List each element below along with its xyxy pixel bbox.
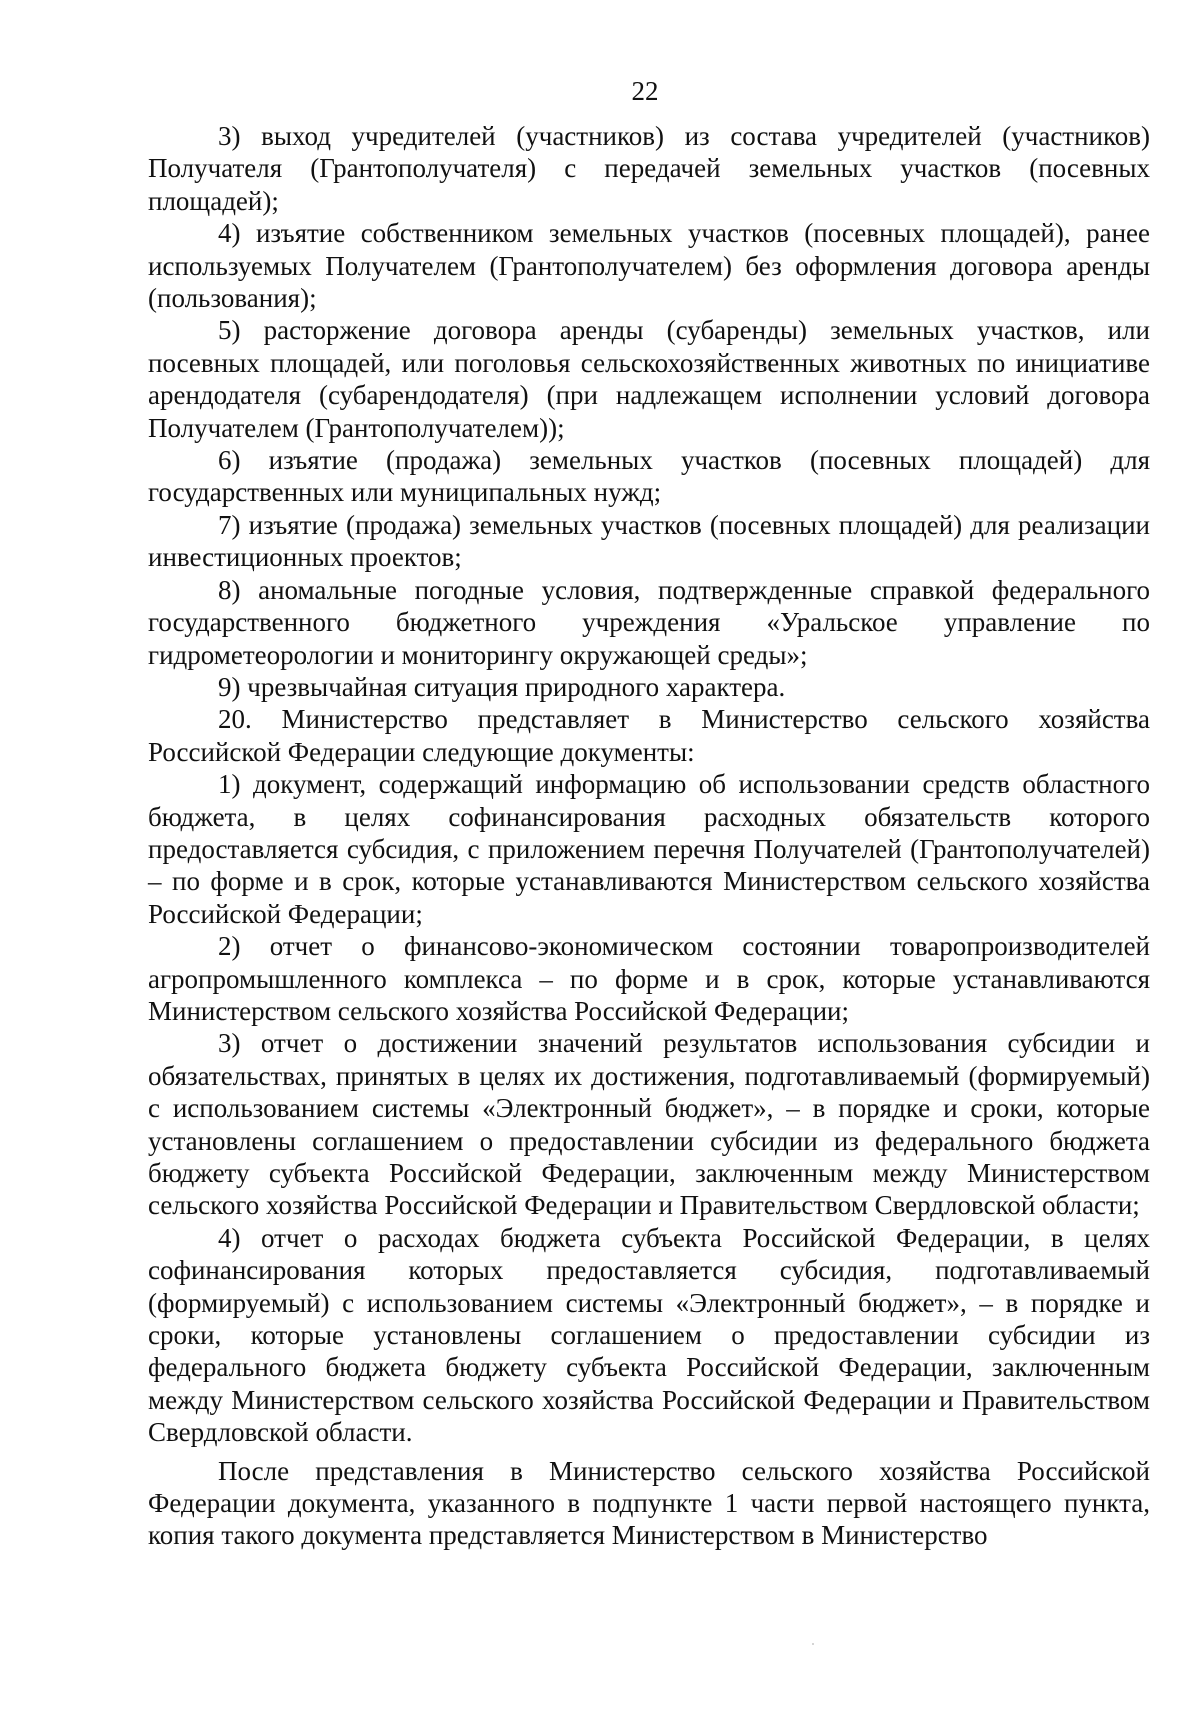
list-item-4: 4) изъятие собственником земельных участков (посевных площадей), ранее используемых Получателем (Грантополучателем) без оформления договора аренды (пользования); xyxy=(148,218,1150,314)
clause-20: 20. Министерство представляет в Министерство сельского хозяйства Российской Федерации следующие документы: xyxy=(148,704,1150,767)
document-item-1: 1) документ, содержащий информацию об использовании средств областного бюджета, в целях софинансирования расходных обязательств которого предоставляется субсидия, с приложением перечня Получателей (Грантополучателей) – по форме и в срок, которые устанавливаются Министерством сельского хозяйства Российской Федерации; xyxy=(148,769,1150,929)
list-item-3: 3) выход учредителей (участников) из состава учредителей (участников) Получателя (Грантополучателя) с передачей земельных участков (посевных площадей); xyxy=(148,121,1150,216)
list-item-6: 6) изъятие (продажа) земельных участков (посевных площадей) для государственных или муниципальных нужд; xyxy=(148,445,1150,508)
document-item-2: 2) отчет о финансово-экономическом состоянии товаропроизводителей агропромышленного комплекса – по форме и в срок, которые устанавливаются Министерством сельского хозяйства Российской Федерации; xyxy=(148,931,1150,1026)
closing-paragraph: После представления в Министерство сельского хозяйства Российской Федерации документа, указанного в подпункте 1 части первой настоящего пункта, копия такого документа представляется Министерством в Министерство xyxy=(148,1455,1150,1551)
list-item-5: 5) расторжение договора аренды (субаренды) земельных участков, или посевных площадей, или поголовья сельскохозяйственных животных по инициативе арендодателя (субарендодателя) (при надлежащем исполнении условий договора Получателем (Грантополучателем)); xyxy=(148,315,1150,443)
list-item-9: 9) чрезвычайная ситуация природного характера. xyxy=(218,671,786,702)
list-item-7: 7) изъятие (продажа) земельных участков (посевных площадей) для реализации инвестиционных проектов; xyxy=(148,509,1150,573)
document-body xyxy=(148,120,1150,1552)
document-item-4: 4) отчет о расходах бюджета субъекта Российской Федерации, в целях софинансирования которых предоставляется субсидия, подготавливаемый (формируемый) с использованием системы «Электронный бюджет», – в порядке и сроки, которые установлены соглашением о предоставлении субсидии из федерального бюджета бюджету субъекта Российской Федерации, заключенным между Министерством сельского хозяйства Российской Федерации и Правительством Свердловской области. xyxy=(148,1222,1150,1448)
document-item-3: 3) отчет о достижении значений результатов использования субсидии и обязательствах, принятых в целях их достижения, подготавливаемый (формируемый) с использованием системы «Электронный бюджет», – в порядке и сроки, которые установлены соглашением о предоставлении субсидии из федерального бюджета бюджету субъекта Российской Федерации, заключенным между Министерством сельского хозяйства Российской Федерации и Правительством Свердловской области; xyxy=(148,1028,1150,1221)
page-number: 22 xyxy=(631,76,659,106)
scan-speck xyxy=(812,1643,814,1645)
list-item-8: 8) аномальные погодные условия, подтвержденные справкой федерального государственного бюджетного учреждения «Уральское управление по гидрометеорологии и мониторингу окружающей среды»; xyxy=(148,574,1150,670)
